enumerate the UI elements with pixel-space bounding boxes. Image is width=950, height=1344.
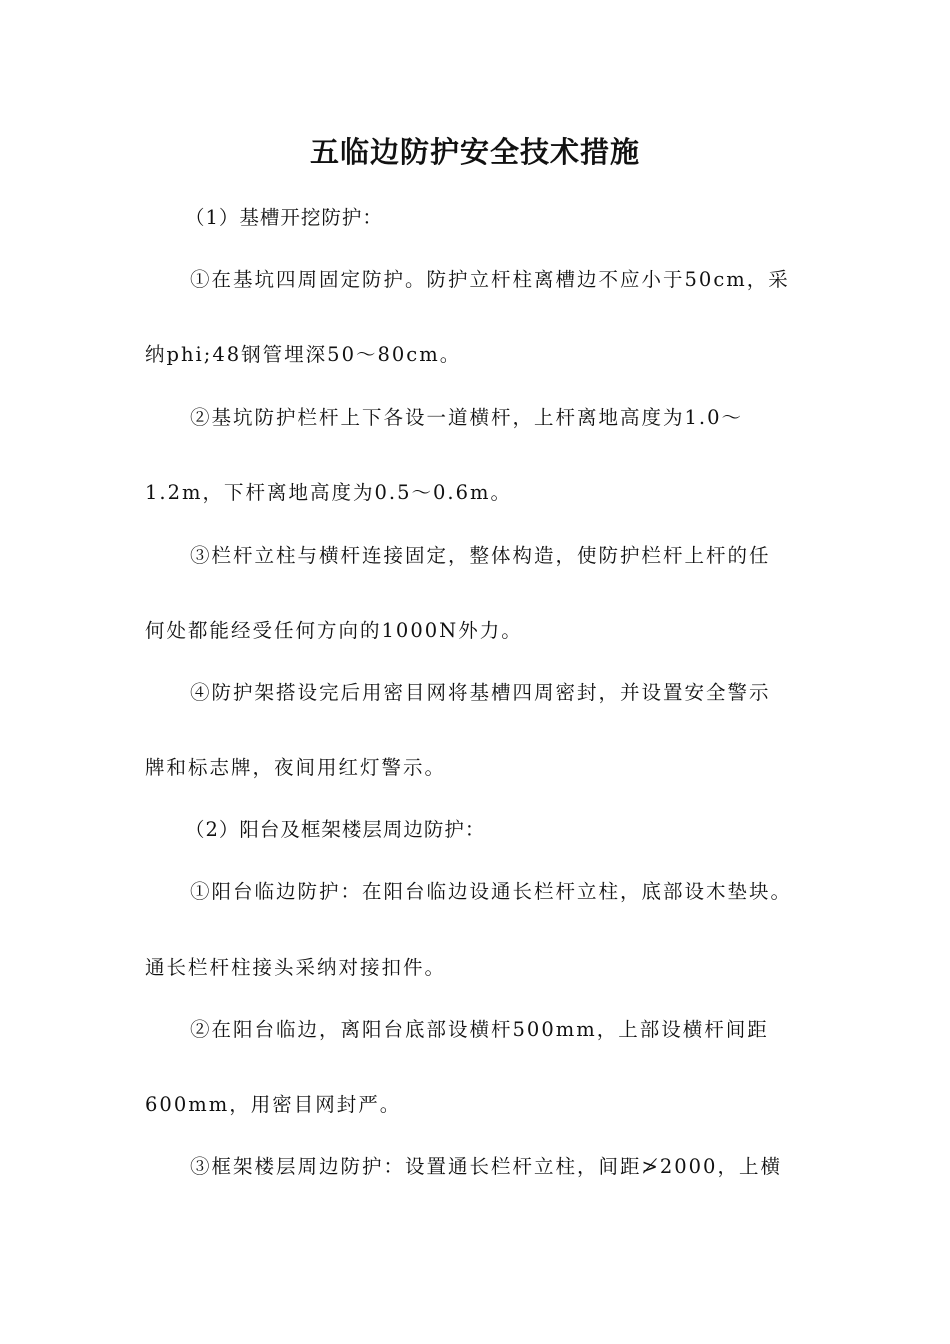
paragraph-line: 通长栏杆柱接头采纳对接扣件。 bbox=[145, 956, 447, 979]
paragraph-line: 牌和标志牌，夜间用红灯警示。 bbox=[145, 756, 447, 779]
paragraph-line: 1.2m，下杆离地高度为0.5～0.6m。 bbox=[145, 481, 513, 504]
paragraph-line: ②基坑防护栏杆上下各设一道横杆，上杆离地高度为1.0～ bbox=[190, 406, 744, 429]
paragraph-line: ②在阳台临边，离阳台底部设横杆500mm，上部设横杆间距 bbox=[190, 1018, 769, 1041]
section-heading-1: （1）基槽开挖防护： bbox=[185, 206, 383, 229]
document-title: 五临边防护安全技术措施 bbox=[309, 135, 640, 169]
paragraph-line: ④防护架搭设完后用密目网将基槽四周密封，并设置安全警示 bbox=[190, 681, 771, 704]
paragraph-line: ③栏杆立柱与横杆连接固定，整体构造，使防护栏杆上杆的任 bbox=[190, 544, 771, 567]
paragraph-line: 600mm，用密目网封严。 bbox=[145, 1093, 402, 1116]
section-heading-2: （2）阳台及框架楼层周边防护： bbox=[185, 818, 486, 841]
paragraph-line: 何处都能经受任何方向的1000N外力。 bbox=[145, 619, 523, 642]
paragraph-line: 纳phi;48钢管埋深50～80cm。 bbox=[145, 343, 462, 366]
paragraph-line: ①在基坑四周固定防护。防护立杆柱离槽边不应小于50cm，采 bbox=[190, 268, 790, 291]
paragraph-line: ③框架楼层周边防护：设置通长栏杆立柱，间距≯2000，上横 bbox=[190, 1155, 782, 1178]
paragraph-line: ①阳台临边防护：在阳台临边设通长栏杆立柱，底部设木垫块。 bbox=[190, 880, 793, 903]
